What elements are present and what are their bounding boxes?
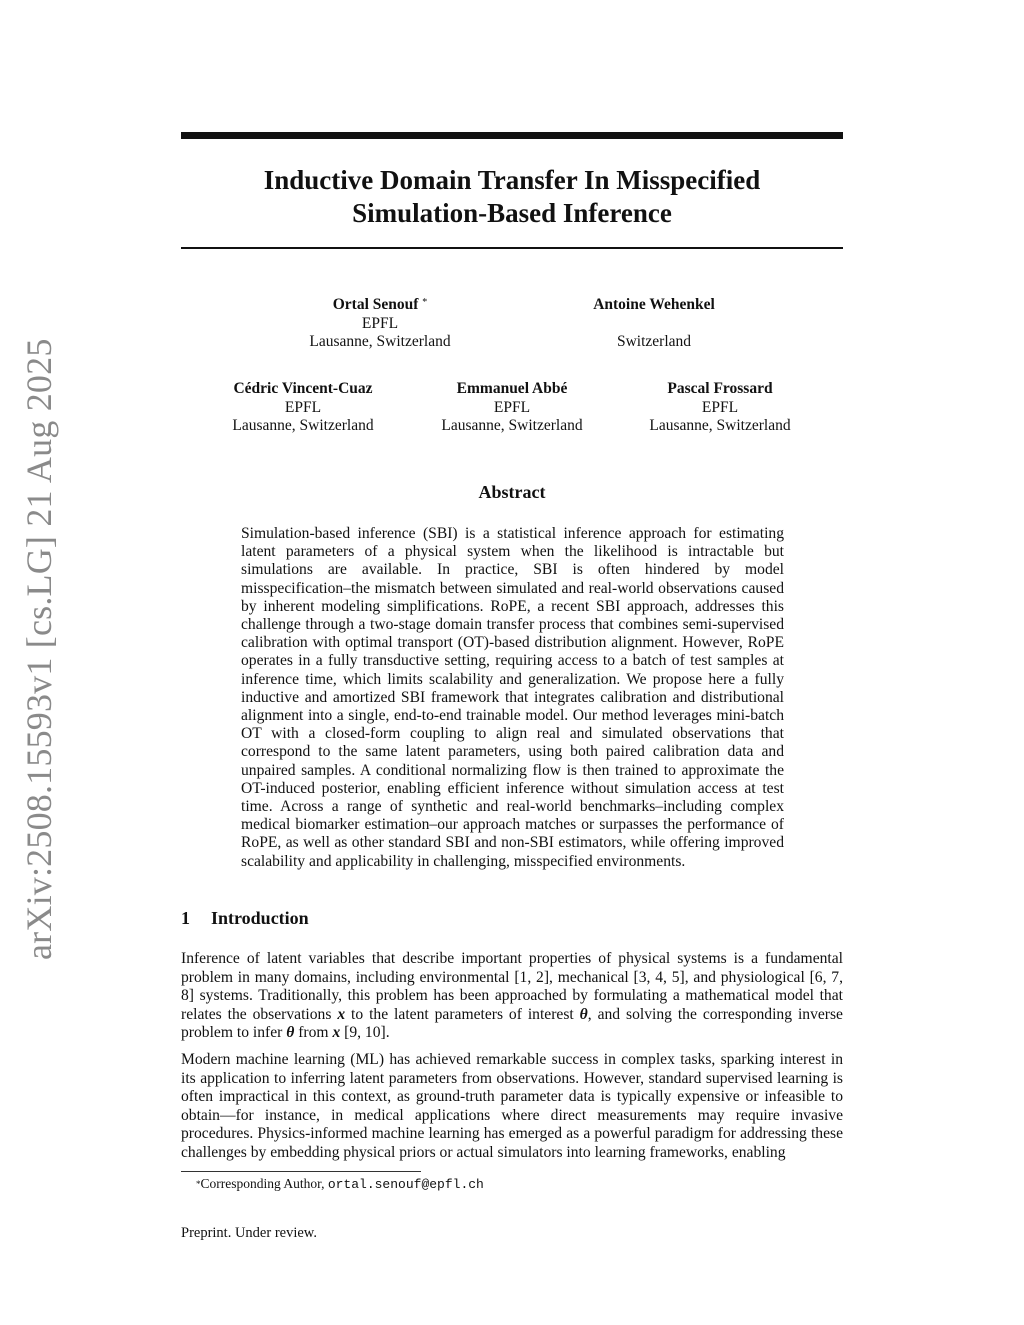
author-affiliation: EPFL [493,398,531,416]
author-name: Emmanuel Abbé [456,380,568,397]
author-block-senouf [280,296,480,352]
section-number: 1 [181,908,190,928]
intro-paragraph-2: Modern machine learning (ML) has achieved remarkable success in complex tasks, sparking interest in its application to inferring latent parameters from observations. However, standard supervised learning is often impractical in this context, as ground-truth parameter data is typically expensive or infeasible to obtain—for instance, in medical applications where direct measurements may require invasive procedures. Physics-informed machine learning has emerged as a powerful paradigm for addressing these challenges by embedding physical priors or actual simulators into learning frameworks, enabling [181,1051,843,1161]
abstract-heading: Abstract [478,482,546,502]
author-location: Switzerland [616,333,692,350]
footnote-text: Corresponding Author, [200,1176,328,1191]
author-footnote-mark: * [422,297,428,308]
author-name: Pascal Frossard [667,380,773,397]
intro-paragraph-1: Inference of latent variables that describe important properties of physical systems is a fundamental problem in many domains, including environmental [1, 2], mechanical [3, 4, 5], and physiological [6, 7, 8] systems. Traditionally, this problem has been approached by formulating a mathematical model that relates the observations x to the latent parameters of interest θ, and solving the corresponding inverse problem to infer θ from x [9, 10]. [181,950,843,1042]
paper-title [181,164,843,230]
section-title: Introduction [211,908,309,928]
author-affiliation: EPFL [701,398,739,416]
math-symbol-x: x [337,1005,346,1023]
preprint-note: Preprint. Under review. [181,1225,317,1241]
arxiv-identifier-stamp: arXiv:2508.15593v1 [cs.LG] 21 Aug 2025 [19,338,59,960]
footnote-mark: * [196,1179,201,1189]
math-symbol-theta: θ [579,1005,588,1023]
author-affiliation [554,315,754,334]
author-affiliation: EPFL [284,398,322,416]
author-name: Ortal Senouf * [332,296,428,313]
title-bottom-rule [181,247,843,249]
title-line-1: Inductive Domain Transfer In Misspecified [263,165,761,195]
footnote [196,1176,484,1193]
footnote-rule [181,1171,421,1172]
author-block-vincent-cuaz [203,380,403,436]
author-block-frossard [620,380,820,436]
math-symbol-theta: θ [286,1024,295,1042]
author-block-abbe [412,380,612,436]
author-location: Lausanne, Switzerland [309,333,451,350]
author-location: Lausanne, Switzerland [441,417,583,434]
title-line-2: Simulation-Based Inference [352,198,672,228]
math-symbol-x: x [332,1024,341,1042]
author-location: Lausanne, Switzerland [649,417,791,434]
author-block-wehenkel [554,296,754,352]
author-location: Lausanne, Switzerland [232,417,374,434]
section-heading-introduction [181,908,309,929]
author-affiliation: EPFL [361,314,399,332]
author-name: Cédric Vincent-Cuaz [233,380,373,397]
title-top-rule [181,132,843,139]
abstract-text: Simulation-based inference (SBI) is a statistical inference approach for estimating latent parameters of a physical system when the likelihood is intractable but simulations are available. In practice, SBI is often hindered by model misspecification–the mismatch between simulated and real-world observations caused by inherent modeling simplifications. RoPE, a recent SBI approach, addresses this challenge through a two-stage domain transfer process that combines semi-supervised calibration with optimal transport (OT)-based distribution alignment. However, RoPE operates in a fully transductive setting, requiring access to a batch of test samples at inference time, which limits scalability and generalization. We propose here a fully inductive and amortized SBI framework that integrates calibration and distributional alignment into a single, end-to-end trainable model. Our method leverages mini-batch OT with a closed-form coupling to align real and simulated observations that correspond to the same latent parameters, using both paired calibration data and unpaired samples. A conditional normalizing flow is then trained to approximate the OT-induced posterior, enabling efficient inference without simulation access at test time. Across a range of synthetic and real-world benchmarks–including complex medical biomarker estimation–our approach matches or surpasses the performance of RoPE, as well as other standard SBI and non-SBI estimators, while offering improved scalability and applicability in challenging, misspecified environments. [241,525,784,870]
footnote-email-link[interactable]: ortal.senouf@epfl.ch [327,1177,484,1192]
author-name: Antoine Wehenkel [593,296,715,313]
